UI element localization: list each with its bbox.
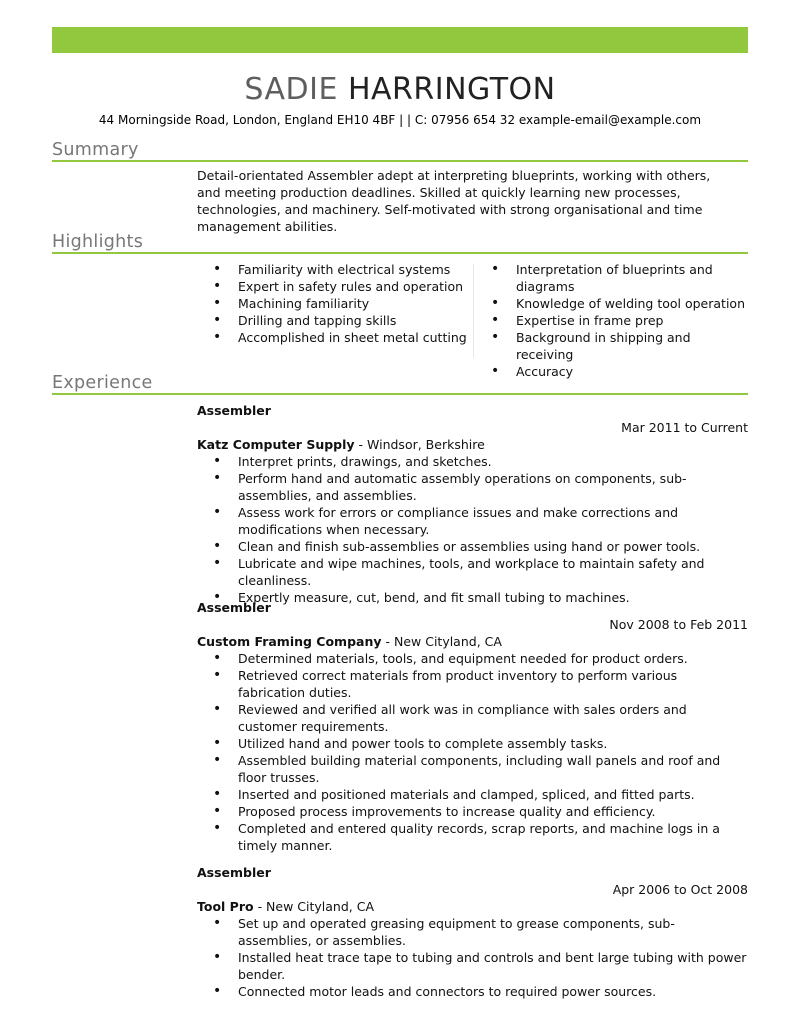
job-company-line	[197, 436, 748, 453]
experience-divider	[52, 393, 748, 395]
job-title: Assembler	[197, 600, 271, 615]
list-item: • Determined materials, tools, and equipment needed for product orders.	[197, 650, 748, 667]
list-item: • Proposed process improvements to increase quality and efficiency.	[197, 803, 748, 820]
header-accent-bar	[52, 27, 748, 53]
list-item: • Knowledge of welding tool operation	[475, 295, 748, 312]
job-duties-list	[197, 650, 748, 854]
list-item: • Connected motor leads and connectors to required power sources.	[197, 983, 748, 1000]
job-company-line	[197, 633, 748, 650]
list-item: • Perform hand and automatic assembly operations on components, sub-assemblies, and assemblies.	[197, 470, 748, 504]
list-item: • Installed heat trace tape to tubing and controls and bent large tubing with power bender.	[197, 949, 748, 983]
experience-heading: Experience	[52, 373, 153, 393]
list-item: • Machining familiarity	[197, 295, 467, 312]
summary-heading: Summary	[52, 140, 139, 160]
job-entry-1	[197, 402, 748, 606]
list-item: • Drilling and tapping skills	[197, 312, 467, 329]
first-name: SADIE	[244, 72, 338, 107]
candidate-name	[0, 70, 800, 110]
job-title: Assembler	[197, 865, 271, 880]
company-location: - New Cityland, CA	[253, 899, 375, 914]
list-item: • Lubricate and wipe machines, tools, and workplace to maintain safety and cleanliness.	[197, 555, 748, 589]
highlights-right-list	[475, 261, 748, 380]
list-item: • Assess work for errors or compliance issues and make corrections and modifications when necessary.	[197, 504, 748, 538]
list-item: • Assembled building material components, including wall panels and roof and floor trusses.	[197, 752, 748, 786]
job-dates: Apr 2006 to Oct 2008	[612, 882, 748, 897]
list-item: • Clean and finish sub-assemblies or assemblies using hand or power tools.	[197, 538, 748, 555]
job-duties-list	[197, 453, 748, 606]
summary-text: Detail-orientated Assembler adept at interpreting blueprints, working with others, and meeting production deadlines. Skilled at quickly learning new processes, technologies, and machinery. Self-motivated with strong organisational and time management abilities.	[197, 168, 711, 234]
list-item: • Expertly measure, cut, bend, and fit small tubing to machines.	[197, 589, 748, 606]
list-item: • Interpretation of blueprints and diagrams	[475, 261, 748, 295]
highlights-divider	[52, 252, 748, 254]
job-title: Assembler	[197, 403, 271, 418]
company-location: - New Cityland, CA	[381, 634, 502, 649]
job-entry-2	[197, 599, 748, 854]
summary-divider	[52, 160, 748, 162]
job-dates: Mar 2011 to Current	[621, 420, 748, 435]
list-item: • Background in shipping and receiving	[475, 329, 748, 363]
contact-info: 44 Morningside Road, London, England EH10 4BF | | C: 07956 654 32 example-email@example.com	[98, 113, 702, 127]
list-item: • Accomplished in sheet metal cutting	[197, 329, 467, 346]
list-item: • Utilized hand and power tools to complete assembly tasks.	[197, 735, 748, 752]
company-name: Tool Pro	[197, 899, 254, 914]
list-item: • Familiarity with electrical systems	[197, 261, 467, 278]
list-item: • Reviewed and verified all work was in compliance with sales orders and customer requirements.	[197, 701, 748, 735]
list-item: • Retrieved correct materials from product inventory to perform various fabrication duties.	[197, 667, 748, 701]
job-company-line	[197, 898, 748, 915]
list-item: • Expert in safety rules and operation	[197, 278, 467, 295]
company-name: Custom Framing Company	[197, 634, 382, 649]
job-dates: Nov 2008 to Feb 2011	[609, 617, 748, 632]
company-name: Katz Computer Supply	[197, 437, 355, 452]
list-item: • Set up and operated greasing equipment to grease components, sub-assemblies, or assemblies.	[197, 915, 748, 949]
company-location: - Windsor, Berkshire	[354, 437, 485, 452]
list-item: • Expertise in frame prep	[475, 312, 748, 329]
list-item: • Completed and entered quality records, scrap reports, and machine logs in a timely manner.	[197, 820, 748, 854]
list-item: • Inserted and positioned materials and clamped, spliced, and fitted parts.	[197, 786, 748, 803]
list-item: • Accuracy	[475, 363, 748, 380]
list-item: • Interpret prints, drawings, and sketches.	[197, 453, 748, 470]
last-name: HARRINGTON	[347, 72, 556, 107]
highlights-column-divider	[473, 264, 474, 358]
job-entry-3	[197, 864, 748, 1000]
highlights-left-list	[197, 261, 467, 346]
job-duties-list	[197, 915, 748, 1000]
highlights-heading: Highlights	[52, 232, 144, 252]
